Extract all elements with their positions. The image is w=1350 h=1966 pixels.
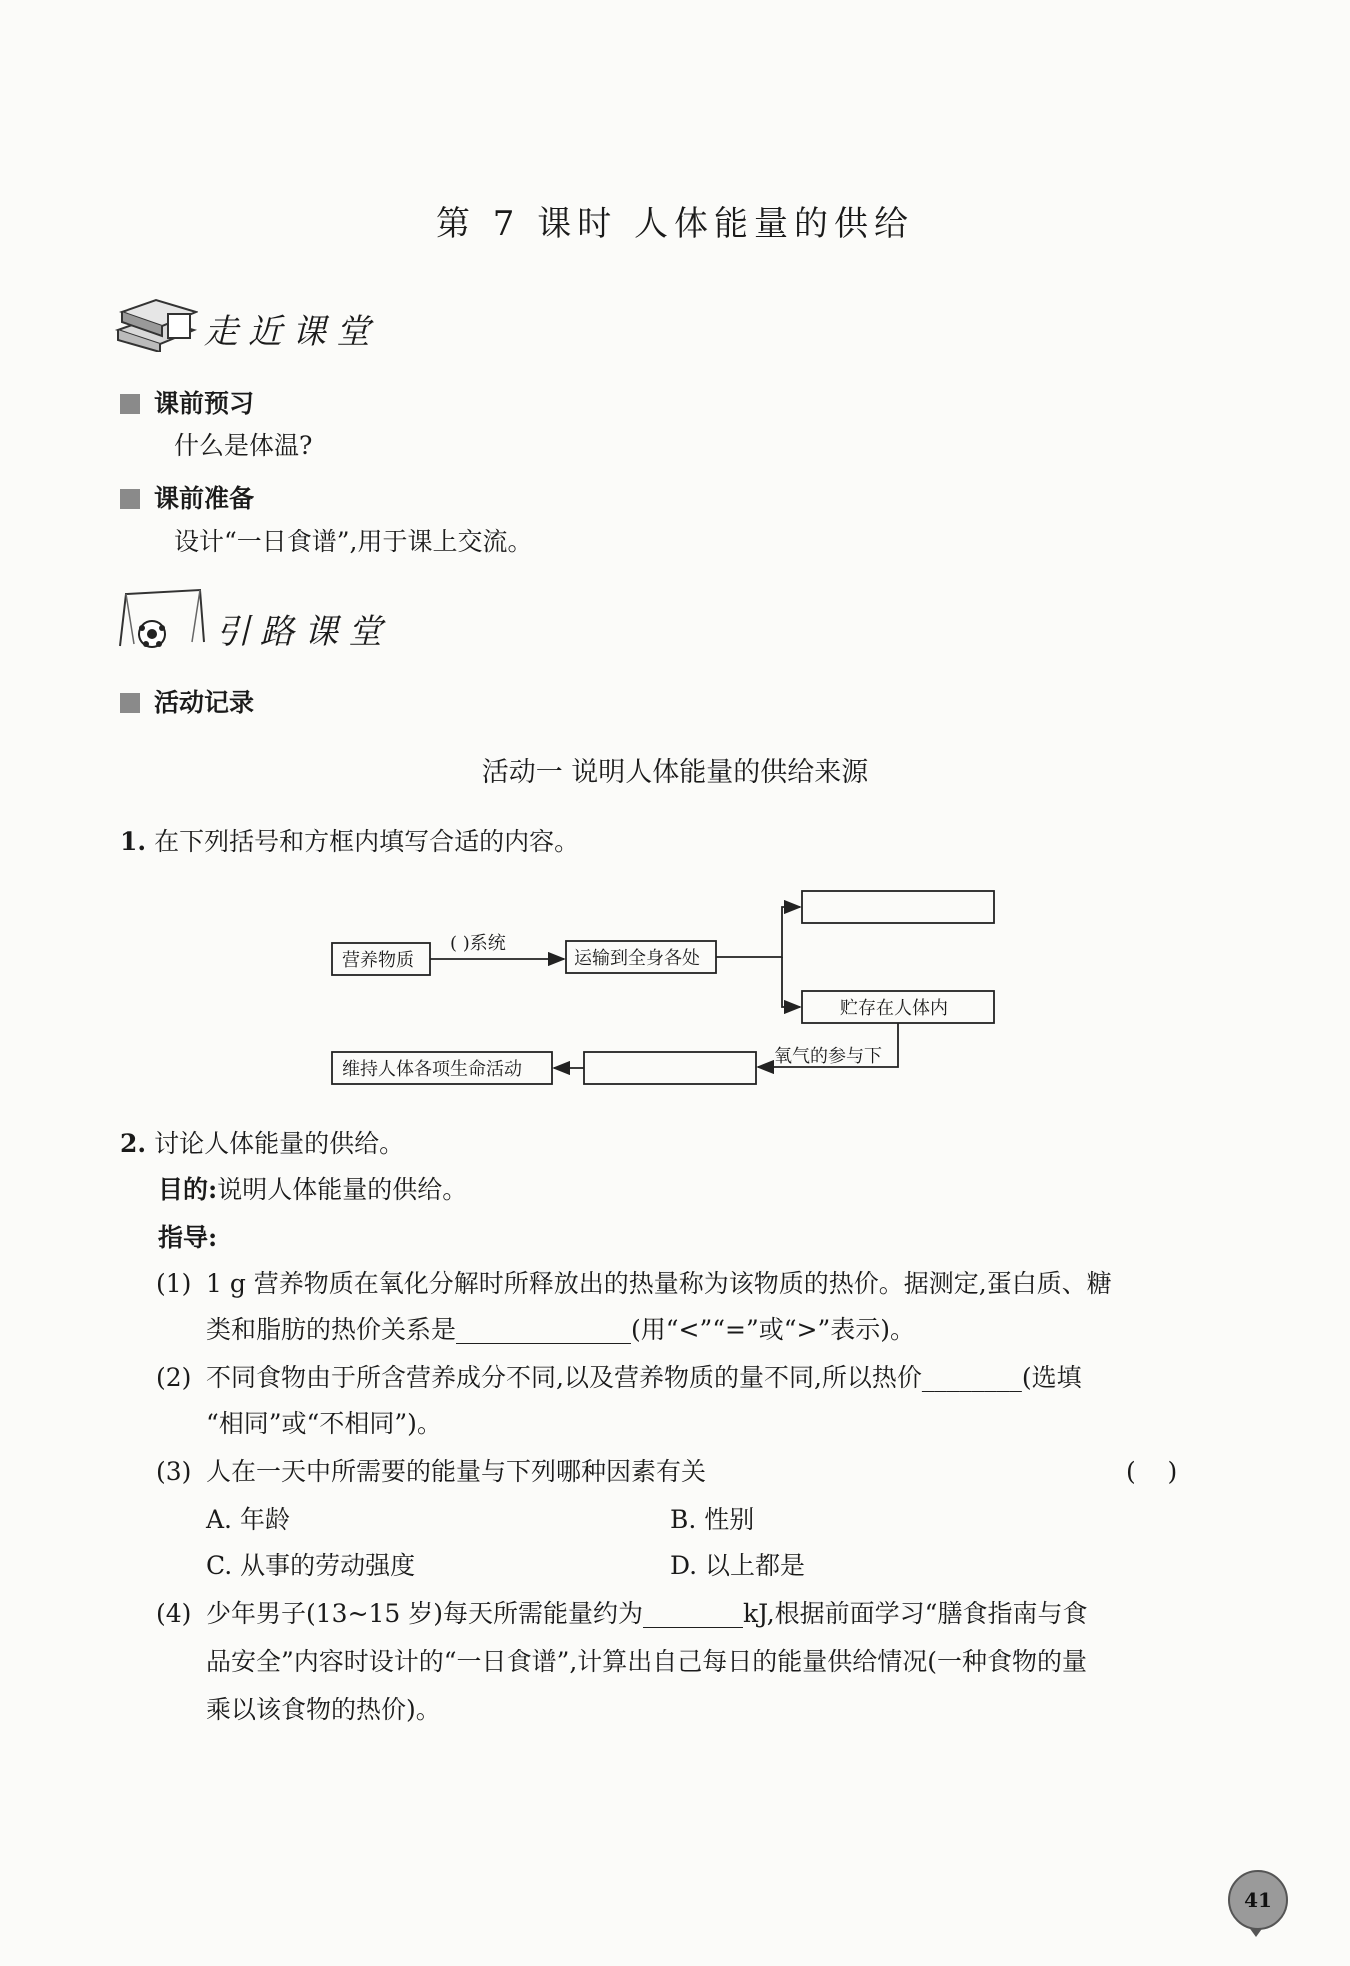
energy-flow-diagram [320,885,1010,1095]
purpose-label: 目的: [158,1175,218,1204]
page-title: 第 7 课时 人体能量的供给 [435,204,915,244]
books-icon [112,290,198,352]
activity-title: 活动一 说明人体能量的供给来源 [481,757,869,788]
sub-question-4-line1: 少年男子(13~15 岁)每天所需能量约为________kJ,根据前面学习“膳食指南与食 [206,1599,1088,1628]
sub-question-1-line1: 1 g 营养物质在氧化分解时所释放出的热量称为该物质的热价。据测定,蛋白质、糖 [206,1269,1112,1298]
blank-box-top [802,891,994,923]
section-heading-preview [120,384,254,420]
system-label: ( )系统 [450,933,506,954]
sub-question-1-line2: 类和脂肪的热价关系是______________(用“<”“=”或“>”表示)。 [206,1315,916,1344]
question-2 [120,1126,404,1162]
section-heading-label: 课前预习 [154,389,255,418]
soccer-goal-icon [112,584,208,652]
banner-enter-class: 走近课堂 [204,312,380,352]
section-heading-label: 活动记录 [154,688,255,717]
sub-question-number: (3) [156,1457,192,1486]
sub-question-2-line1: 不同食物由于所含营养成分不同,以及营养物质的量不同,所以热价________(选填 [206,1363,1082,1392]
preview-question: 什么是体温? [174,431,313,460]
sub-question-4-line2: 品安全”内容时设计的“一日食谱”,计算出自己每日的能量供给情况(一种食物的量 [206,1647,1088,1676]
question-1 [120,824,579,860]
sub-question-number: (2) [156,1363,192,1392]
section-heading-activity [120,683,254,719]
question-number: 1. [120,827,147,856]
blank-box-bottom [584,1052,756,1084]
sub-question-4-line3: 乘以该食物的热价)。 [206,1695,441,1724]
store-label: 贮存在人体内 [840,998,948,1019]
banner-guide-class: 引路课堂 [216,612,392,652]
option-a: A. 年龄 [206,1505,290,1534]
question-number: 2. [120,1129,147,1158]
question-text: 在下列括号和方框内填写合适的内容。 [154,827,580,856]
sub-question-number: (1) [156,1269,192,1298]
question-text: 讨论人体能量的供给。 [154,1129,405,1158]
section-marker [120,489,140,509]
transport-label: 运输到全身各处 [574,948,700,969]
sub-question-2-line2: “相同”或“不相同”)。 [206,1409,442,1438]
sub-question-3-text: 人在一天中所需要的能量与下列哪种因素有关 [206,1457,707,1486]
option-d: D. 以上都是 [670,1551,806,1580]
page-number: 41 [1228,1870,1288,1930]
sub-question-number: (4) [156,1599,192,1628]
section-heading-label: 课前准备 [154,484,255,513]
answer-parentheses: ( ) [1126,1457,1178,1486]
purpose-line [158,1172,467,1208]
section-marker [120,394,140,414]
maintain-label: 维持人体各项生命活动 [342,1059,522,1080]
section-marker [120,693,140,713]
option-b: B. 性别 [670,1505,755,1534]
option-c: C. 从事的劳动强度 [206,1551,416,1580]
prep-text: 设计“一日食谱”,用于课上交流。 [174,527,533,556]
guide-label: 指导: [158,1223,218,1252]
oxygen-label: 氧气的参与下 [774,1046,882,1067]
nutrients-label: 营养物质 [342,950,414,971]
purpose-text: 说明人体能量的供给。 [217,1175,468,1204]
section-heading-prep [120,479,254,515]
